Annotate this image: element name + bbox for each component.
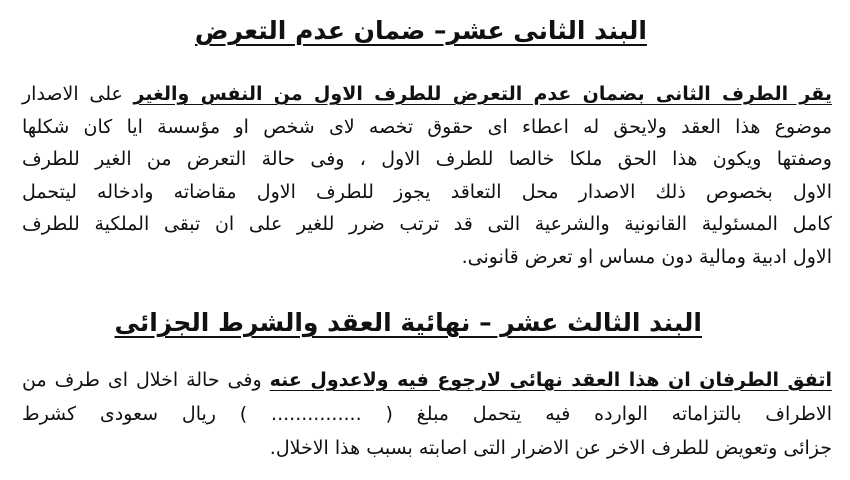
- clause-13-line-2: الاطراف بالتزاماته الوارده فيه يتحمل مبلغ ( ............... ) ريال سعودى كشرط: [22, 403, 832, 425]
- clause-12-body: [22, 78, 832, 274]
- clause-13-line-1: [22, 363, 832, 397]
- clause-12-line-5: كامل المسئولية القانونية والشرعية التى قد ترتب ضرر للغير على ان تبقى الملكية للطرف: [22, 213, 832, 236]
- clause-12-line-1-rest: على الاصدار: [22, 83, 134, 105]
- clause-12-line-2: موضوع هذا العقد ولايحق له اعطاء اى حقوق تخصه لاى شخص او مؤسسة ايا كان شكلها: [22, 115, 832, 138]
- clause-13-line-1-rest: وفى حالة اخلال اى طرف من: [22, 369, 270, 391]
- clause-13-body: [22, 363, 832, 465]
- clause-12-heading: البند الثانى عشر– ضمان عدم التعرض: [194, 16, 647, 45]
- clause-13-lead: اتفق الطرفان ان هذا العقد نهائى لارجوع فيه ولاعدول عنه: [269, 369, 832, 391]
- clause-13-heading: البند الثالث عشر – نهائية العقد والشرط الجزائى: [114, 308, 702, 337]
- clause-12-line-3: وصفتها ويكون هذا الحق ملكا خالصا للطرف الاول ، وفى حالة التعرض من الغير للطرف: [22, 148, 832, 171]
- clause-12-line-4: الاول بخصوص ذلك الاصدار محل التعاقد يجوز للطرف الاول مقاضاته وادخاله ليتحمل: [22, 180, 832, 203]
- clause-12-lead: يقر الطرف الثانى بضمان عدم التعرض للطرف الاول من النفس والغير: [133, 83, 832, 105]
- clause-12-line-6: الاول ادبية ومالية دون مساس او تعرض قانونى.: [461, 245, 832, 268]
- clause-13-line-3: جزائى وتعويض للطرف الاخر عن الاضرار التى اصابته بسبب هذا الاخلال.: [269, 437, 832, 459]
- clause-12-line-1: [22, 78, 832, 111]
